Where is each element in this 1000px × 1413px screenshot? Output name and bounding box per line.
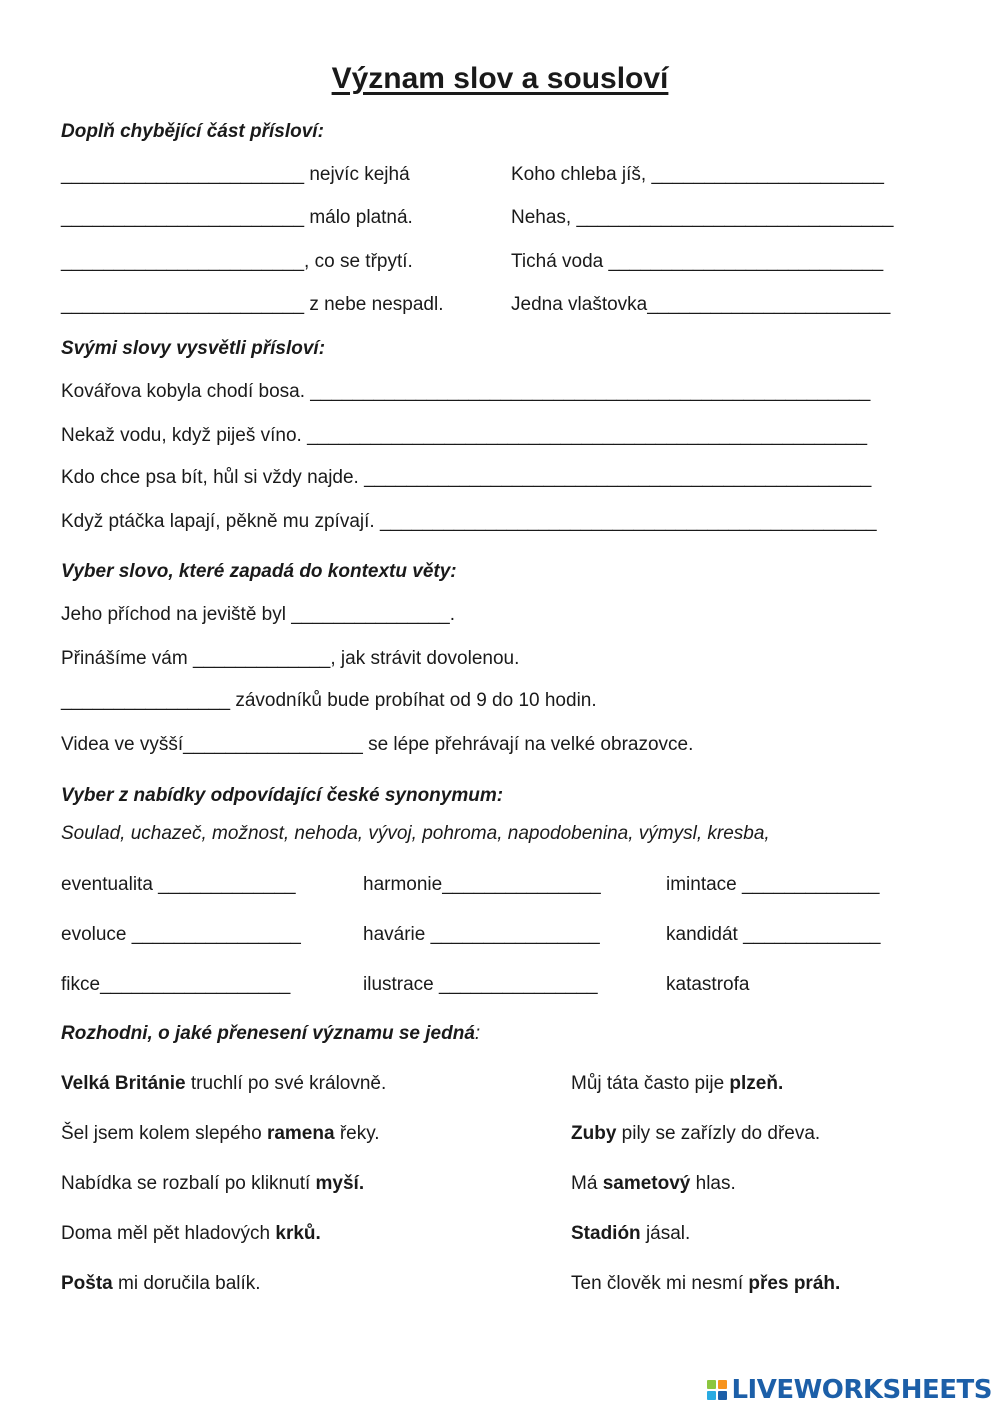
s5-sentence[interactable] [571,1122,820,1146]
logo-square [718,1391,727,1400]
s5-text-pre: Má [571,1173,603,1194]
s5-text-bold: Velká Británie [61,1073,186,1094]
s4-synonym-item[interactable]: eventualita _____________ [61,874,296,895]
s1-left-item[interactable]: _______________________ nejvíc kejhá [61,164,410,185]
logo-text: LIVEWORKSHEETS [731,1375,992,1405]
s5-sentence[interactable] [61,1122,380,1146]
s5-text-post: truchlí po své královně. [185,1073,387,1094]
s5-text-bold: sametový [602,1173,691,1194]
s5-text-post: hlas. [690,1173,736,1194]
s5-text-bold: Stadión [571,1223,641,1244]
s5-text-bold: ramena [266,1123,335,1144]
s5-text-pre: Šel jsem kolem slepého [61,1123,267,1144]
logo-square [707,1391,716,1400]
section3-heading: Vyber slovo, které zapadá do kontextu věty: [61,561,457,582]
s5-sentence[interactable] [571,1272,840,1296]
s3-sentence-row[interactable]: Jeho příchod na jeviště byl _______________. [61,604,456,625]
section5-heading-colon: : [474,1023,481,1044]
s5-text-pre: Můj táta často pije [571,1073,730,1094]
s3-sentence-row[interactable]: Přinášíme vám _____________, jak strávit dovolenou. [61,648,520,669]
page-title: Význam slov a sousloví [331,62,669,95]
s2-proverb-row[interactable]: Kdo chce psa bít, hůl si vždy najde. ________________________________________________ [61,467,872,488]
s4-synonym-item[interactable]: havárie ________________ [363,924,600,945]
s2-proverb-row[interactable]: Nekaž vodu, když piješ víno. _____________________________________________________ [61,425,868,446]
s1-right-item[interactable]: Nehas, ______________________________ [511,207,894,228]
s5-sentence[interactable] [571,1172,736,1196]
s5-text-pre: Ten člověk mi nesmí [571,1273,749,1294]
s4-synonym-item[interactable]: evoluce ________________ [61,924,301,945]
s4-synonym-item[interactable]: fikce__________________ [61,974,291,995]
s5-sentence[interactable] [571,1222,690,1246]
s5-text-bold: Zuby [571,1123,617,1144]
s2-proverb-row[interactable]: Kovářova kobyla chodí bosa. _____________________________________________________ [61,381,871,402]
s5-text-bold: přes práh. [748,1273,841,1294]
section2-heading: Svými slovy vysvětli přísloví: [61,338,326,359]
s5-text-post: mi doručila balík. [112,1273,261,1294]
s3-sentence-row[interactable]: Videa ve vyšší_________________ se lépe přehrávají na velké obrazovce. [61,734,694,755]
section5-heading [61,1023,480,1045]
section1-heading: Doplň chybějící část přísloví: [61,121,324,142]
s4-synonym-item[interactable]: ilustrace _______________ [363,974,598,995]
s5-sentence[interactable] [61,1222,321,1246]
s5-text-bold: krků. [275,1223,321,1244]
s5-text-post: jásal. [640,1223,691,1244]
logo-square [718,1380,727,1389]
s1-left-item[interactable]: _______________________ z nebe nespadl. [61,294,444,315]
s5-sentence[interactable] [61,1272,261,1296]
s5-text-bold: Pošta [61,1273,113,1294]
s5-sentence[interactable] [61,1172,364,1196]
s2-proverb-row[interactable]: Když ptáčka lapají, pěkně mu zpívají. _______________________________________________ [61,511,877,532]
s1-left-item[interactable]: _______________________, co se třpytí. [61,251,413,272]
s4-synonym-item[interactable]: imintace _____________ [666,874,880,895]
s4-synonym-item[interactable]: katastrofa [666,974,750,995]
s5-sentence[interactable] [571,1072,783,1096]
section4-heading: Vyber z nabídky odpovídající české synonymum: [61,785,504,806]
s5-text-pre: Nabídka se rozbalí po kliknutí [61,1173,316,1194]
logo-square [707,1380,716,1389]
s1-left-item[interactable]: _______________________ málo platná. [61,207,413,228]
s5-text-bold: myší. [315,1173,365,1194]
s1-right-item[interactable]: Jedna vlaštovka_______________________ [511,294,891,315]
s1-right-item[interactable]: Tichá voda __________________________ [511,251,884,272]
section5-heading-text: Rozhodni, o jaké přenesení významu se jedná [61,1023,475,1044]
s5-sentence[interactable] [61,1072,386,1096]
s1-right-item[interactable]: Koho chleba jíš, ______________________ [511,164,884,185]
s4-synonym-item[interactable]: kandidát _____________ [666,924,881,945]
s3-sentence-row[interactable]: ________________ závodníků bude probíhat od 9 do 10 hodin. [61,690,597,711]
liveworksheets-logo[interactable] [707,1375,992,1405]
logo-grid-icon [707,1380,727,1400]
s5-text-post: řeky. [334,1123,380,1144]
s5-text-bold: plzeň. [729,1073,784,1094]
s5-text-pre: Doma měl pět hladových [61,1223,276,1244]
s5-text-post: pily se zařízly do dřeva. [616,1123,821,1144]
s4-synonym-item[interactable]: harmonie_______________ [363,874,601,895]
synonym-options: Soulad, uchazeč, možnost, nehoda, vývoj, pohroma, napodobenina, výmysl, kresba, [61,823,770,844]
